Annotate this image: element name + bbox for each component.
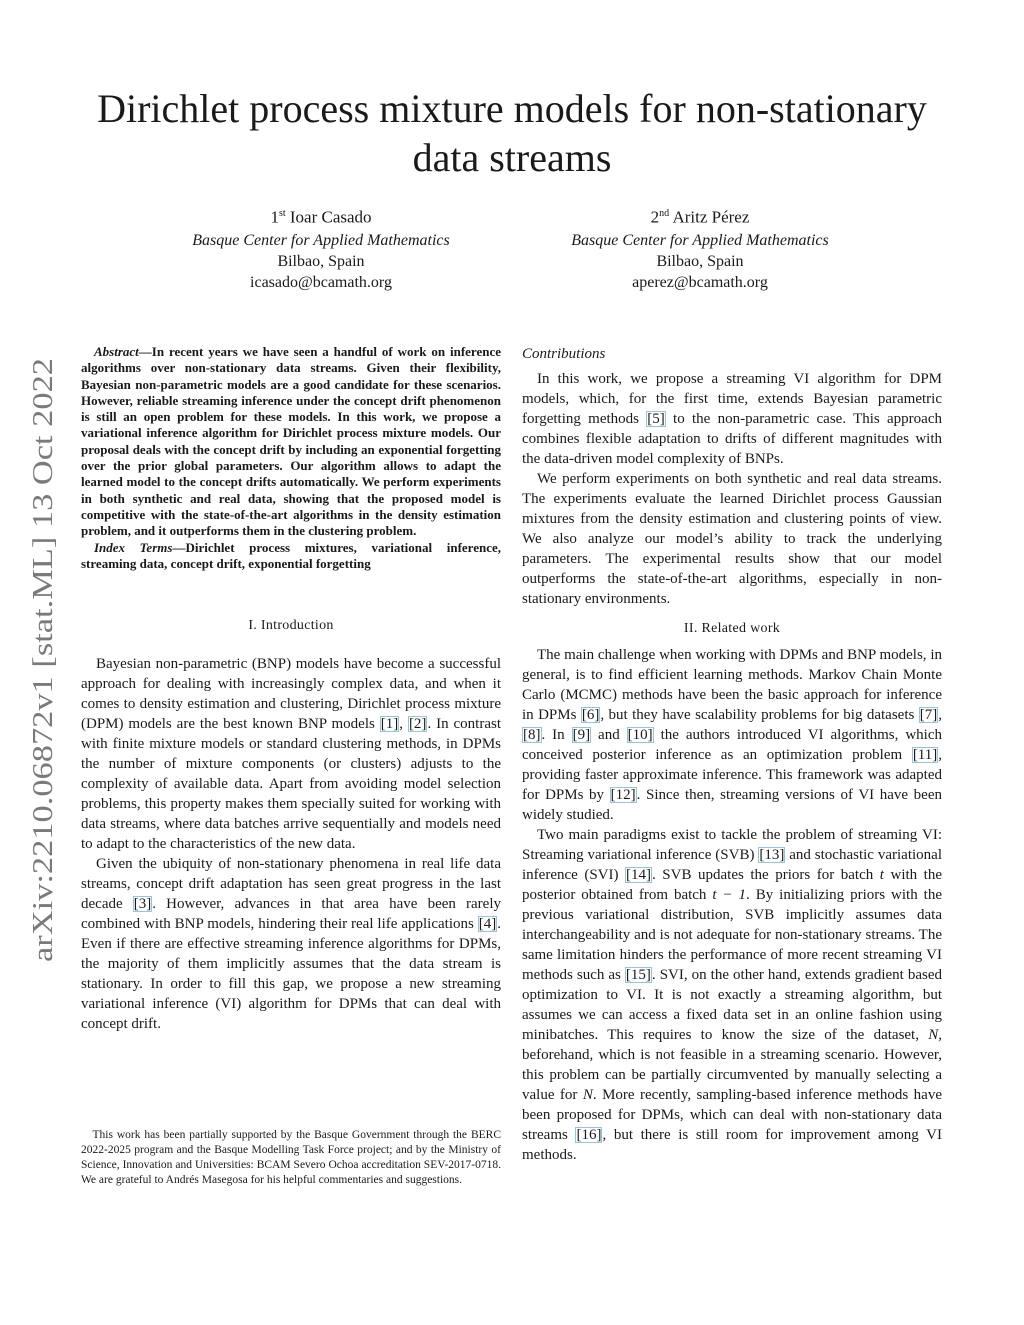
author-1-ordinal: 1 [270, 207, 279, 227]
intro-paragraph-2: Given the ubiquity of non-stationary phenomena in real life data streams, concept drift adaptation has seen great progress in the last decade [3]. However, advances in that area have been rarely combined with BNP models, hindering their real life applications [4]. Even if there are effective streaming inference algorithms for DPMs, the majority of them implicitly assumes that the data stream is stationary. In order to fill this gap, we propose a new streaming variational inference (VI) algorithm for DPMs that can deal with concept drift. [81, 856, 501, 1033]
math-expression: t − 1 [712, 887, 747, 903]
citation-link[interactable]: [15] [625, 967, 651, 983]
citation-link[interactable]: [13] [759, 847, 785, 863]
author-2-email: aperez@bcamath.org [632, 273, 768, 291]
contributions-paragraph-1: In this work, we propose a streaming VI algorithm for DPM models, which, for the first time, extends Bayesian parametric forgetting methods [5] to the non-parametric case. This approach combines flexible adaptation to drifts of different magnitudes with the data-driven model complexity of BNPs. [522, 371, 942, 467]
citation-link[interactable]: [10] [627, 727, 653, 743]
citation-link[interactable]: [16] [576, 1127, 602, 1143]
index-terms [81, 540, 501, 573]
author-1-name-line [131, 203, 511, 228]
math-variable: N [928, 1027, 939, 1043]
citation-link[interactable]: [12] [610, 787, 636, 803]
title-line-1: Dirichlet process mixture models for non-stationary [97, 86, 927, 131]
abstract-label: Abstract [94, 344, 139, 359]
author-1-affiliation: Basque Center for Applied Mathematics [192, 231, 450, 249]
author-2 [510, 203, 890, 293]
section-heading-introduction: I. Introduction [248, 618, 334, 634]
subsection-heading-contributions: Contributions [522, 346, 606, 362]
author-2-name: Aritz Pérez [672, 207, 750, 227]
citation-link[interactable]: [11] [912, 747, 938, 763]
abstract-text: —In recent years we have seen a handful of work on inference algorithms over non-stationary data streams. Given their flexibility, Bayesian non-parametric models are a good candidate for these scenarios. However, reliable streaming inference under the concept drift phenomenon is still an open problem for these models. In this work, we propose a variational inference algorithm for Dirichlet process mixture models. Our proposal deals with the concept drift by including an exponential forgetting over the prior global parameters. Our algorithm allows to adapt the learned model to the concept drifts automatically. We perform experiments in both synthetic and real data, showing that the proposed model is competitive with the state-of-the-art algorithms in the density estimation problem, and it outperforms them in the clustering problem. [81, 344, 501, 539]
paper-title [60, 84, 964, 182]
author-2-ordinal: 2 [650, 207, 660, 227]
author-1-location: Bilbao, Spain [277, 252, 365, 270]
citation-link[interactable]: [8] [523, 727, 541, 743]
abstract [81, 344, 501, 540]
right-column [522, 344, 942, 1165]
author-2-name-line [510, 203, 890, 228]
citation-link[interactable]: [5] [647, 411, 665, 427]
citation-link[interactable]: [6] [581, 707, 600, 723]
section-heading-related-work: II. Related work [683, 621, 781, 636]
footnote-text: This work has been partially supported by the Basque Government through the BERC 2022-2025 program and the Basque Modelling Task Force project; and by the Ministry of Science, Innovation and Universities: BCAM Severo Ochoa accreditation SEV-2017-0718. We are grateful to Andrés Masegosa for his helpful commentaries and suggestions. [81, 1129, 501, 1186]
author-1-ordinal-suffix: st [278, 208, 286, 219]
arxiv-sidebar-stamp [26, 350, 60, 970]
title-line-2: data streams [412, 135, 612, 180]
citation-link[interactable]: [1] [380, 716, 399, 733]
citation-link[interactable]: [14] [626, 867, 652, 883]
contributions-paragraph-2: We perform experiments on both synthetic and real data streams. The experiments evaluate the learned Dirichlet process Gaussian mixtures from the density estimation and clustering points of view. We also analyze our model’s ability to track the underlying parameters. The experimental results show that our model outperforms the state-of-the-art algorithms, especially in non-stationary environments. [522, 471, 942, 607]
index-terms-text: —Dirichlet process mixtures, variational inference, streaming data, concept drift, exponential forgetting [81, 539, 501, 571]
left-column [81, 344, 501, 1034]
author-2-affiliation: Basque Center for Applied Mathematics [571, 231, 829, 249]
author-1 [131, 203, 511, 293]
related-paragraph-1: The main challenge when working with DPMs and BNP models, in general, is to find efficient learning methods. Markov Chain Monte Carlo (MCMC) methods have been the basic approach for inference in DPMs [6], but they have scalability problems for big datasets [7], [8]. In [9] and [10] the authors introduced VI algorithms, which conceived posterior inference as an optimization problem [11], providing faster approximate inference. This framework was adapted for DPMs by [12]. Since then, streaming versions of VI have been widely studied. [522, 647, 943, 823]
math-variable: t [879, 867, 884, 883]
math-variable: N [582, 1087, 593, 1103]
citation-link[interactable]: [3] [133, 896, 152, 913]
index-terms-label: Index Terms [94, 539, 173, 555]
author-1-email: icasado@bcamath.org [250, 273, 392, 291]
author-2-ordinal-suffix: nd [659, 208, 670, 219]
footnote [81, 1128, 501, 1188]
arxiv-identifier: arXiv:2210.06872v1 [stat.ML] 13 Oct 2022 [28, 470, 59, 962]
author-1-name: Ioar Casado [289, 207, 372, 227]
related-paragraph-2: Two main paradigms exist to tackle the problem of streaming VI: Streaming variational inference (SVB) [13] and stochastic variational inference (SVI) [14]. SVB updates the priors for batch t with the posterior obtained from batch t − 1. By initializing priors with the previous variational distribution, SVB implicitly assumes data interchangeability and is not adequate for non-stationary streams. The same limitation hinders the performance of more recent streaming VI methods such as [15]. SVI, on the other hand, extends gradient based optimization to VI. It is not exactly a streaming algorithm, but assumes we can access a fixed data set in an online fashion using minibatches. This requires to know the size of the dataset, N, beforehand, which is not feasible in a streaming scenario. However, this problem can be partially circumvented by manually selecting a value for N. More recently, sampling-based inference methods have been proposed for DPMs, which can deal with non-stationary data streams [16], but there is still room for improvement among VI methods. [522, 827, 943, 1163]
citation-link[interactable]: [2] [408, 716, 427, 733]
author-2-location: Bilbao, Spain [656, 252, 744, 270]
citation-link[interactable]: [9] [572, 727, 591, 743]
citation-link[interactable]: [7] [919, 707, 938, 723]
citation-link[interactable]: [4] [478, 916, 497, 933]
intro-paragraph-1: Bayesian non-parametric (BNP) models have become a successful approach for dealing with increasingly complex data, and when it comes to density estimation and clustering, Dirichlet process mixture (DPM) models are the best known BNP models [1], [2]. In contrast with finite mixture models or standard clustering methods, in DPMs the number of mixture components (or clusters) adjusts to the complexity of available data. Apart from avoiding model selection problems, this property makes them specially suited for working with data streams, where data batches arrive sequentially and models need to adapt to the characteristics of the new data. [81, 656, 502, 853]
